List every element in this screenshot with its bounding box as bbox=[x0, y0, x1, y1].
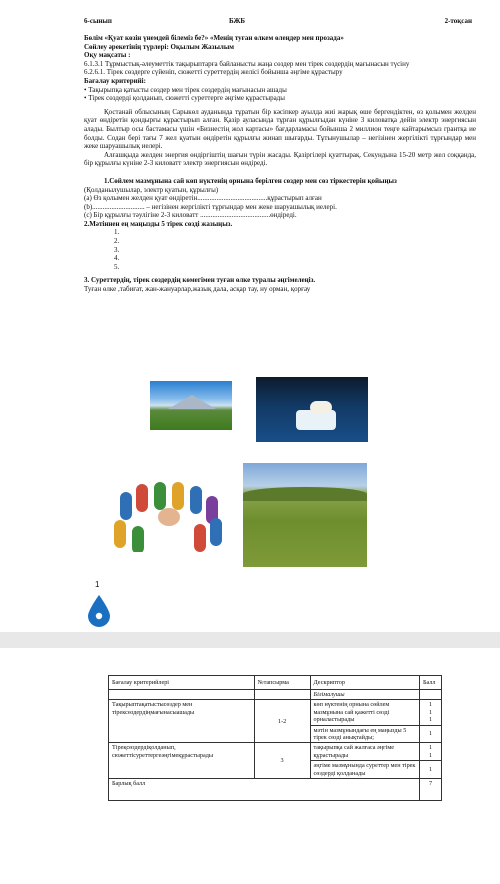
table-row bbox=[109, 690, 442, 700]
field-with-horses-image bbox=[243, 463, 367, 567]
text-paragraph-1: Қостанай облысының Сарыкөл ауданында тұратын бір кәсіпкер ауылда жиі жарық өше бергендіктен, өз қолымен желден қуат өндіретін қондырғы құрастырып алған. Қазір ауласында тұрған құрылғыдан күніне 3 киловатқа дейін электр энергиясын алады. Былтыр осы бастамасы үшін «Бизнестің жол картасы» бағдарламасы бойынша 2 миллион теңге кайтарымсыз грантқа ие болды. Содан бері тағы 7 жел қуатын өндіретін құрылғы жинап шығарды. Тұтынушылар – негізінен жергілікті тұрғындар мен жеке шаруашылық иелері. bbox=[84, 107, 476, 151]
list-item: 2. bbox=[114, 237, 120, 246]
task-1-line-a: (а) Өз қолымен желден қуат өндіретін........................................құрастырып алған bbox=[84, 194, 322, 203]
keyword-list bbox=[84, 228, 476, 271]
task-1-hint: (Қолданылушылар, электр қуатын, құрылғы) bbox=[84, 185, 219, 194]
row-1-points-1: 1 1 1 bbox=[419, 700, 441, 725]
term-label: 2-тоқсан bbox=[444, 17, 472, 25]
total-label: Барлық балл bbox=[109, 779, 420, 801]
task-2-title: 2.Мәтіннен ең маңызды 5 тірек сөзді жазыңыз. bbox=[84, 219, 233, 228]
row-2-points-2: 1 bbox=[419, 761, 441, 779]
assessment-type: БЖБ bbox=[229, 17, 246, 25]
total-points: 7 bbox=[419, 779, 441, 801]
row-2-descriptor-2: әңгіме мазмұнында суреттер мен тірек сөздерді қолданады bbox=[310, 761, 419, 779]
grade-label: 6-сынып bbox=[84, 17, 112, 25]
row-2-criterion: Тіреқсөздердіқолданып, сюжеттісуреттергеәңгімеқұрастырады bbox=[109, 743, 255, 779]
row-1-points-2: 1 bbox=[419, 725, 441, 743]
row-2-descriptor-1: тақырыпқа сай жалғаса әңгіме құрастырады bbox=[310, 743, 419, 761]
table-header-points: Балл bbox=[419, 676, 441, 690]
table-row bbox=[109, 700, 442, 725]
list-item: 4. bbox=[114, 254, 120, 263]
task-3-title: 3. Суреттердің, тірек сөздердің көмегімен туған өлке туралы әңгімелеңіз. bbox=[84, 276, 316, 285]
task-1-line-c: (с) Бір құрылғы тәулігіне 2-3 киловатт ........................................өндіреді. bbox=[84, 211, 297, 220]
section-title: Бөлім «Қуат көзін үнемдей білеміз бе?» «Менің туған өлкем өлеңдер мен прозада» bbox=[84, 34, 344, 42]
table-row bbox=[109, 743, 442, 761]
list-item: 1. bbox=[114, 228, 120, 237]
text-paragraph-2: Алғашқыда желден энергия өндіргіштің шағын түрін жасады. Қазіргілері қуаттырақ. Секундына 15-20 метр жел соққанда, бір құрылғы күніне 2-3 киловатт электр энергиясын өндіреді. bbox=[84, 150, 476, 168]
table-header-descriptor: Дескриптор bbox=[310, 676, 419, 690]
speech-types: Сөйлеу әрекетінің түрлері: Оқылым Жазылым bbox=[84, 42, 235, 51]
row-1-descriptor-1: көп нүктенің орнына сөйлем мазмұнына сай қажетті сөзді орналастырады bbox=[310, 700, 419, 725]
people-circle-image bbox=[110, 482, 228, 552]
task-1-line-b: (b).............................. – негізінен жергілікті тұрғындар мен жеке шаруашылық иелері. bbox=[84, 202, 337, 211]
criterion-2: • Тірек сөздерді қолданып, сюжетті суреттерге әңгіме құрастырады bbox=[84, 94, 285, 103]
assessment-table bbox=[108, 675, 442, 801]
table-total-row bbox=[109, 779, 442, 801]
goal-1: 6.1.3.1 Тұрмыстық-әлеуметтік тақырыптарға байланысты жаңа сөздер мен тірек сөздердің мағынасын түсіну bbox=[84, 59, 410, 68]
criteria-title: Бағалау критерийі: bbox=[84, 76, 146, 85]
list-item: 3. bbox=[114, 245, 120, 254]
criterion-1: • Тақырыпқа қатысты сөздер мен тірек сөздердің мағынасын ашады bbox=[84, 85, 287, 94]
row-2-points-1: 1 1 bbox=[419, 743, 441, 761]
row-2-task: 3 bbox=[254, 743, 310, 779]
row-1-descriptor-2: мәтін мазмұнындағы ең маңызды 5 тірек сөзді анықтайды; bbox=[310, 725, 419, 743]
table-subheader: Білімалушы bbox=[310, 690, 419, 700]
row-1-task: 1-2 bbox=[254, 700, 310, 743]
mountain-landscape-image bbox=[150, 381, 232, 430]
polar-bear-on-ice-image bbox=[256, 377, 368, 442]
worksheet-content bbox=[84, 34, 476, 294]
task-3-keywords: Туған өлке ,табиғат, жан-жануарлар,жазық дала, асқар тау, ну орман, қорғау bbox=[84, 285, 311, 294]
table-header-row bbox=[109, 676, 442, 690]
table-header-criteria: Бағалау критерийлері bbox=[109, 676, 255, 690]
drop-number: 1 bbox=[95, 580, 100, 589]
page-header bbox=[84, 17, 472, 27]
table-header-task: №тапсырма bbox=[254, 676, 310, 690]
water-drop-icon bbox=[86, 594, 112, 628]
task-1-title: 1.Сөйлем мазмұнына сай көп нүктенің орнына берілген сөздер мен сөз тіркестерін қойыңыз bbox=[104, 176, 397, 185]
list-item: 5. bbox=[114, 262, 120, 271]
goal-2: 6.2.6.1. Тірек сөздерге сүйеніп, сюжетті суреттердің желісі бойынша әңгіме құрастыру bbox=[84, 68, 343, 77]
goals-title: Оқу мақсаты : bbox=[84, 51, 131, 60]
row-1-criterion: Тақырыптақатыстысөздер мен тірексөздердіңмағынасыашады bbox=[109, 700, 255, 743]
